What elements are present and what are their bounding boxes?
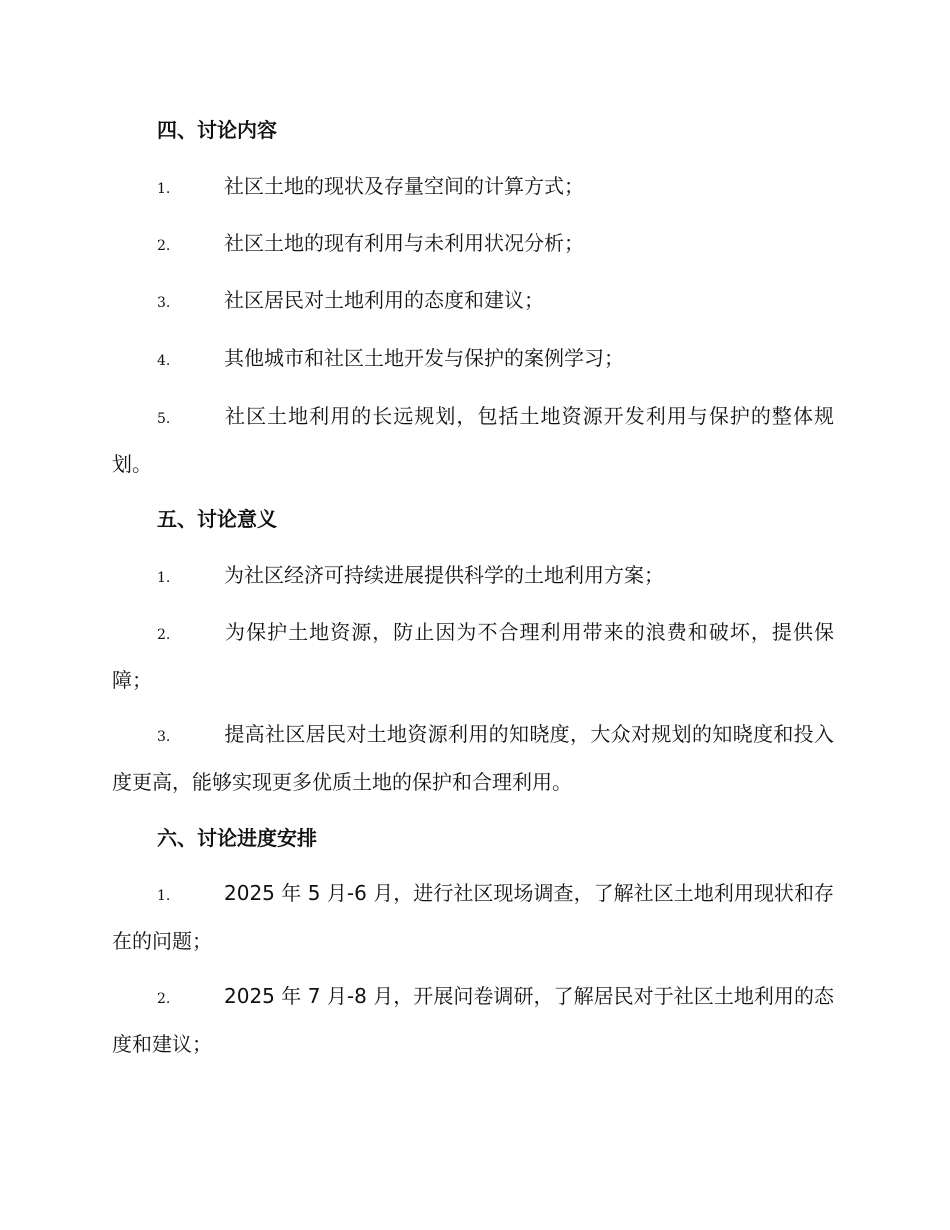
item-text: 2025 年 5 月-6 月，进行社区现场调查，了解社区土地利用现状和存在的问题； (112, 881, 834, 953)
item-text: 2025 年 7 月-8 月，开展问卷调研，了解居民对于社区土地利用的态度和建议； (112, 984, 834, 1056)
list-item (112, 336, 834, 384)
item-number: 2. (157, 627, 171, 643)
item-number: 3. (157, 729, 171, 745)
item-number: 4. (157, 353, 171, 369)
item-number: 3. (157, 295, 171, 311)
section-heading-5: 五、讨论意义 (157, 507, 277, 531)
section-heading-6: 六、讨论进度安排 (157, 826, 317, 850)
item-number: 1. (157, 888, 171, 904)
item-number: 2. (157, 238, 171, 254)
list-item (112, 974, 834, 1067)
item-number: 1. (157, 570, 171, 586)
item-text: 社区居民对土地利用的态度和建议； (224, 288, 544, 312)
item-text: 为社区经济可持续进展提供科学的土地利用方案； (224, 563, 664, 587)
item-number: 5. (157, 411, 171, 427)
list-item (112, 278, 834, 326)
list-item (112, 221, 834, 269)
item-text: 为保护土地资源，防止因为不合理利用带来的浪费和破坏，提供保障； (112, 620, 834, 692)
item-text: 社区土地的现状及存量空间的计算方式； (224, 174, 584, 198)
item-text: 提高社区居民对土地资源利用的知晓度，大众对规划的知晓度和投入度更高，能够实现更多优质土地的保护和合理利用。 (112, 722, 834, 794)
item-text: 社区土地的现有利用与未利用状况分析； (224, 231, 584, 255)
list-item (112, 610, 834, 703)
section-heading-4: 四、讨论内容 (157, 118, 277, 142)
list-item (112, 164, 834, 212)
list-item (112, 553, 834, 601)
item-number: 2. (157, 991, 171, 1007)
item-number: 1. (157, 181, 171, 197)
item-text: 社区土地利用的长远规划，包括土地资源开发利用与保护的整体规划。 (112, 404, 834, 476)
list-item (112, 394, 834, 487)
item-text: 其他城市和社区土地开发与保护的案例学习； (224, 346, 624, 370)
list-item (112, 871, 834, 964)
list-item (112, 712, 834, 805)
